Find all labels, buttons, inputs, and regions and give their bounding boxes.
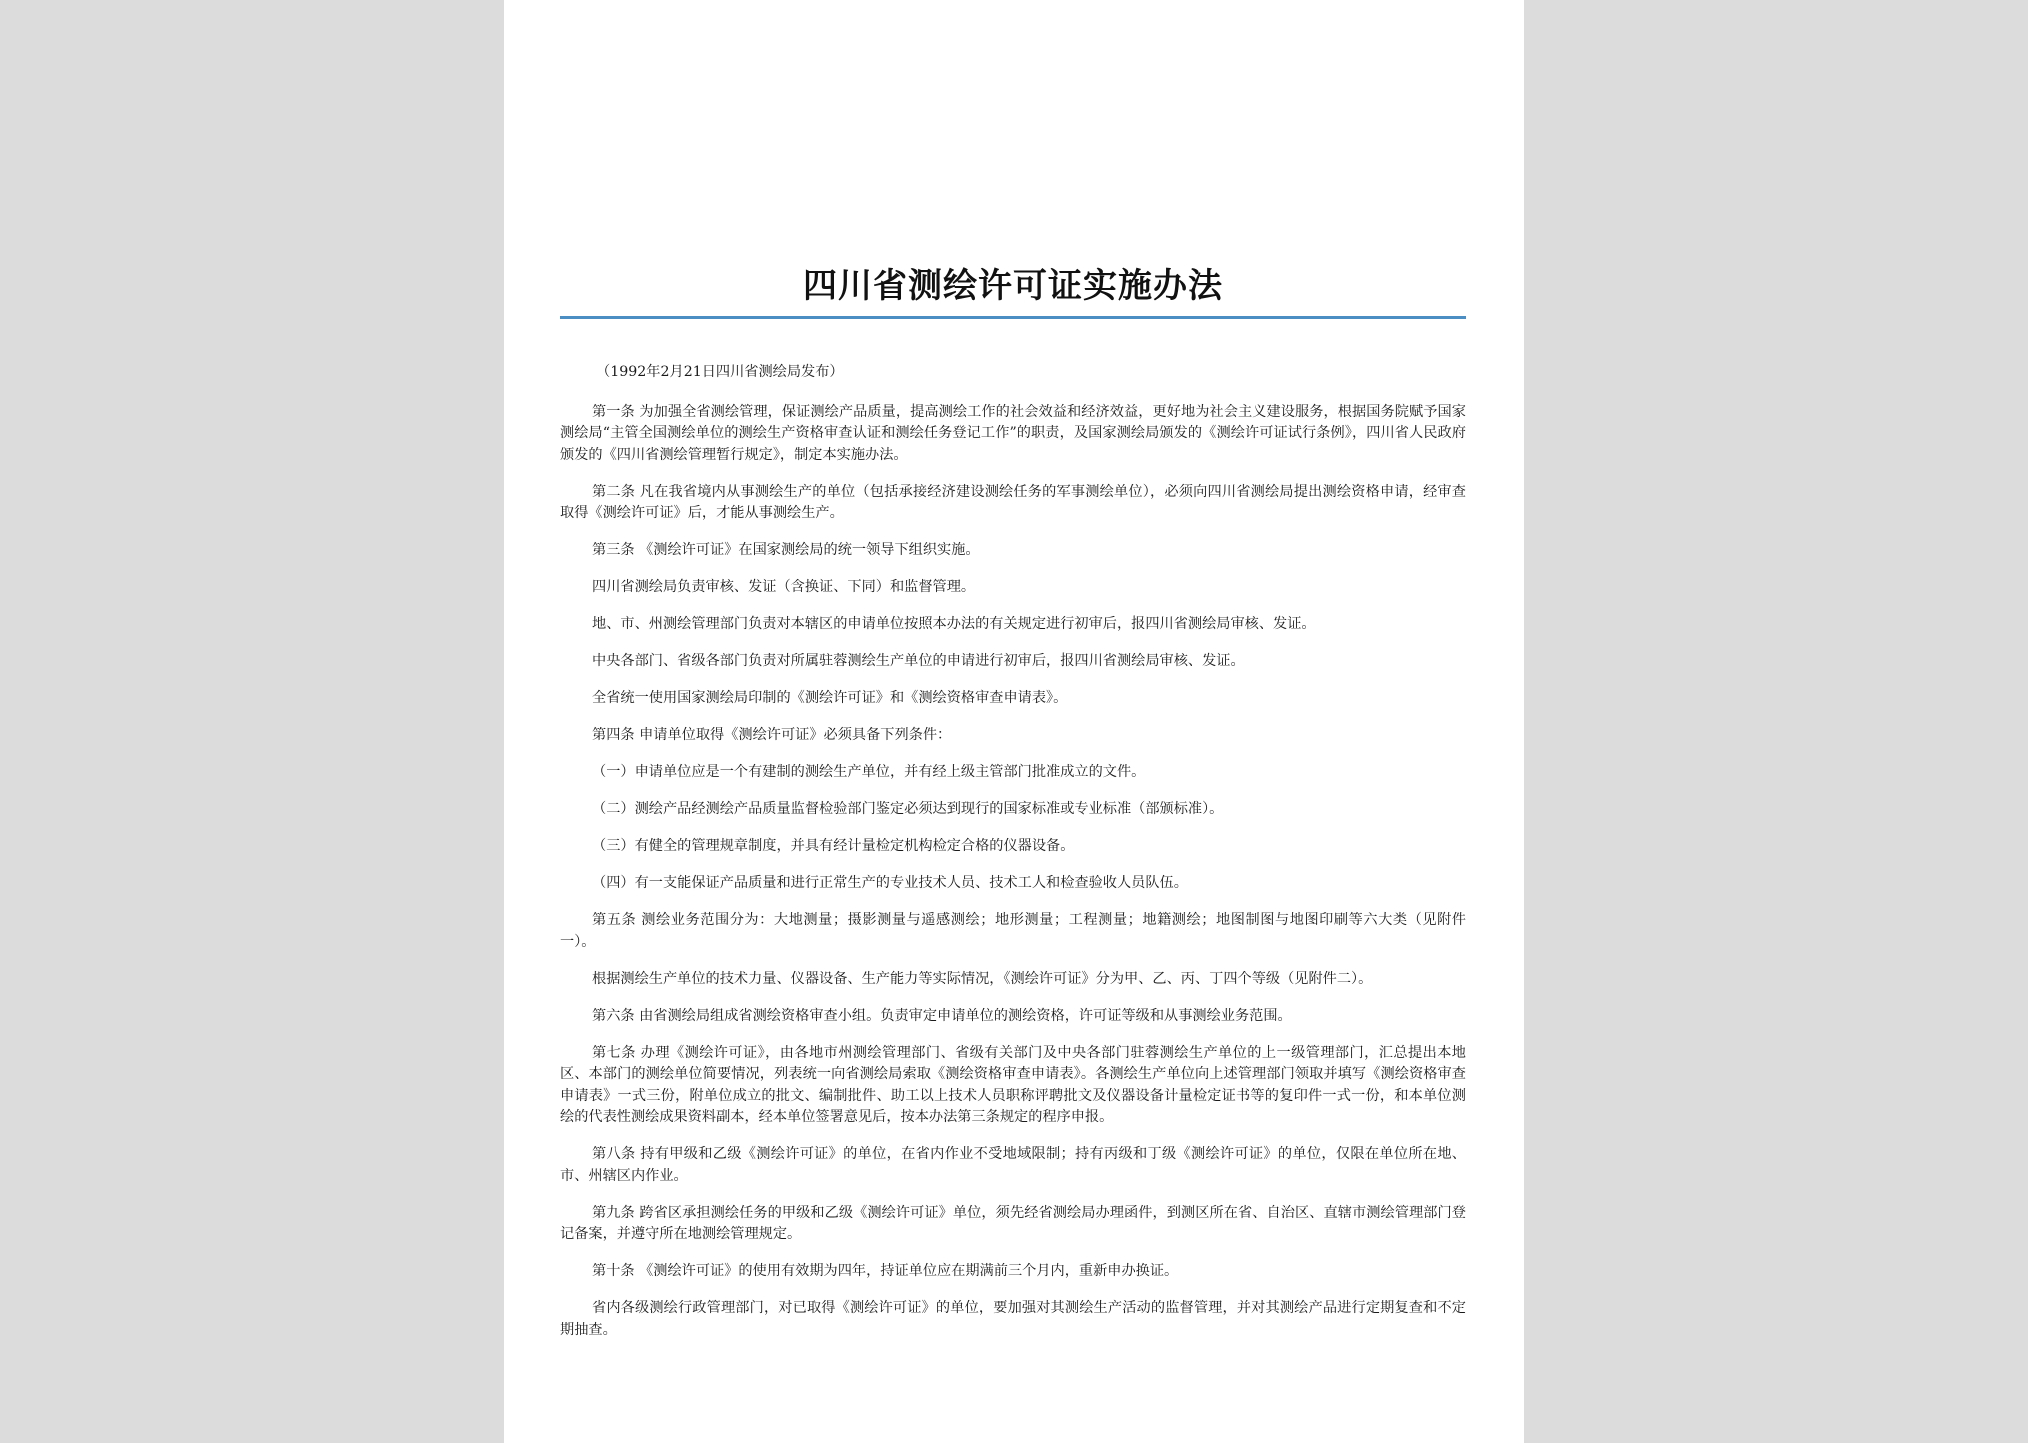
paragraph: 第七条 办理《测绘许可证》，由各地市州测绘管理部门、省级有关部门及中央各部门驻蓉测绘生产单位的上一级管理部门，汇总提出本地区、本部门的测绘单位简要情况，列表统一向省测绘局索取《测绘资格审查申请表》。各测绘生产单位向上述管理部门领取并填写《测绘资格审查申请表》一式三份，附单位成立的批文、编制批件、助工以上技术人员职称评聘批文及仪器设备计量检定证书等的复印件一式一份，和本单位测绘的代表性测绘成果资料副本，经本单位签署意见后，按本办法第三条规定的程序申报。	[560, 1044, 1466, 1125]
title-divider	[560, 316, 1466, 319]
paragraph: 第五条 测绘业务范围分为：大地测量；摄影测量与遥感测绘；地形测量；工程测量；地籍测绘；地图制图与地图印刷等六大类（见附件一）。	[560, 912, 1466, 950]
paragraph: 根据测绘生产单位的技术力量、仪器设备、生产能力等实际情况，《测绘许可证》分为甲、乙、丙、丁四个等级（见附件二）。	[592, 970, 1373, 987]
paragraph: 全省统一使用国家测绘局印制的《测绘许可证》和《测绘资格审查申请表》。	[592, 690, 1068, 706]
publication-note: （1992年2月21日四川省测绘局发布）	[596, 364, 844, 380]
paragraph: （一）申请单位应是一个有建制的测绘生产单位，并有经上级主管部门批准成立的文件。	[592, 764, 1146, 780]
document-page	[504, 0, 1524, 1443]
paragraph: 第二条 凡在我省境内从事测绘生产的单位（包括承接经济建设测绘任务的军事测绘单位），必须向四川省测绘局提出测绘资格申请，经审查取得《测绘许可证》后，才能从事测绘生产。	[560, 483, 1466, 521]
paragraph: 中央各部门、省级各部门负责对所属驻蓉测绘生产单位的申请进行初审后，报四川省测绘局审核、发证。	[592, 653, 1245, 669]
paragraph: 第四条 申请单位取得《测绘许可证》必须具备下列条件：	[592, 727, 952, 743]
paragraph: （二）测绘产品经测绘产品质量监督检验部门鉴定必须达到现行的国家标准或专业标准（部颁标准）。	[592, 801, 1224, 817]
paragraph: （四）有一支能保证产品质量和进行正常生产的专业技术人员、技术工人和检查验收人员队伍。	[592, 875, 1188, 891]
paragraph: 四川省测绘局负责审核、发证（含换证、下同）和监督管理。	[592, 579, 976, 595]
paragraph: 第九条 跨省区承担测绘任务的甲级和乙级《测绘许可证》单位，须先经省测绘局办理函件，到测区所在省、自治区、直辖市测绘管理部门登记备案，并遵守所在地测绘管理规定。	[560, 1204, 1466, 1242]
paragraph: 第十条 《测绘许可证》的使用有效期为四年，持证单位应在期满前三个月内，重新申办换证。	[592, 1263, 1179, 1279]
document-body	[560, 362, 1466, 1357]
paragraph: 第一条 为加强全省测绘管理，保证测绘产品质量，提高测绘工作的社会效益和经济效益，更好地为社会主义建设服务，根据国务院赋予国家测绘局“主管全国测绘单位的测绘生产资格审查认证和测绘任务登记工作”的职责，及国家测绘局颁发的《测绘许可证试行条例》，四川省人民政府颁发的《四川省测绘管理暂行规定》，制定本实施办法。	[560, 403, 1466, 463]
paragraph: 第六条 由省测绘局组成省测绘资格审查小组。负责审定申请单位的测绘资格，许可证等级和从事测绘业务范围。	[592, 1007, 1292, 1024]
page-title: 四川省测绘许可证实施办法	[803, 266, 1223, 306]
paragraph: 省内各级测绘行政管理部门，对已取得《测绘许可证》的单位，要加强对其测绘生产活动的监督管理，并对其测绘产品进行定期复查和不定期抽查。	[560, 1300, 1466, 1338]
paragraph: 第八条 持有甲级和乙级《测绘许可证》的单位，在省内作业不受地域限制；持有丙级和丁级《测绘许可证》的单位，仅限在单位所在地、市、州辖区内作业。	[560, 1146, 1466, 1184]
paragraph: 地、市、州测绘管理部门负责对本辖区的申请单位按照本办法的有关规定进行初审后，报四川省测绘局审核、发证。	[592, 616, 1316, 632]
paragraph: （三）有健全的管理规章制度，并具有经计量检定机构检定合格的仪器设备。	[592, 838, 1075, 854]
paragraph: 第三条 《测绘许可证》在国家测绘局的统一领导下组织实施。	[592, 542, 980, 558]
